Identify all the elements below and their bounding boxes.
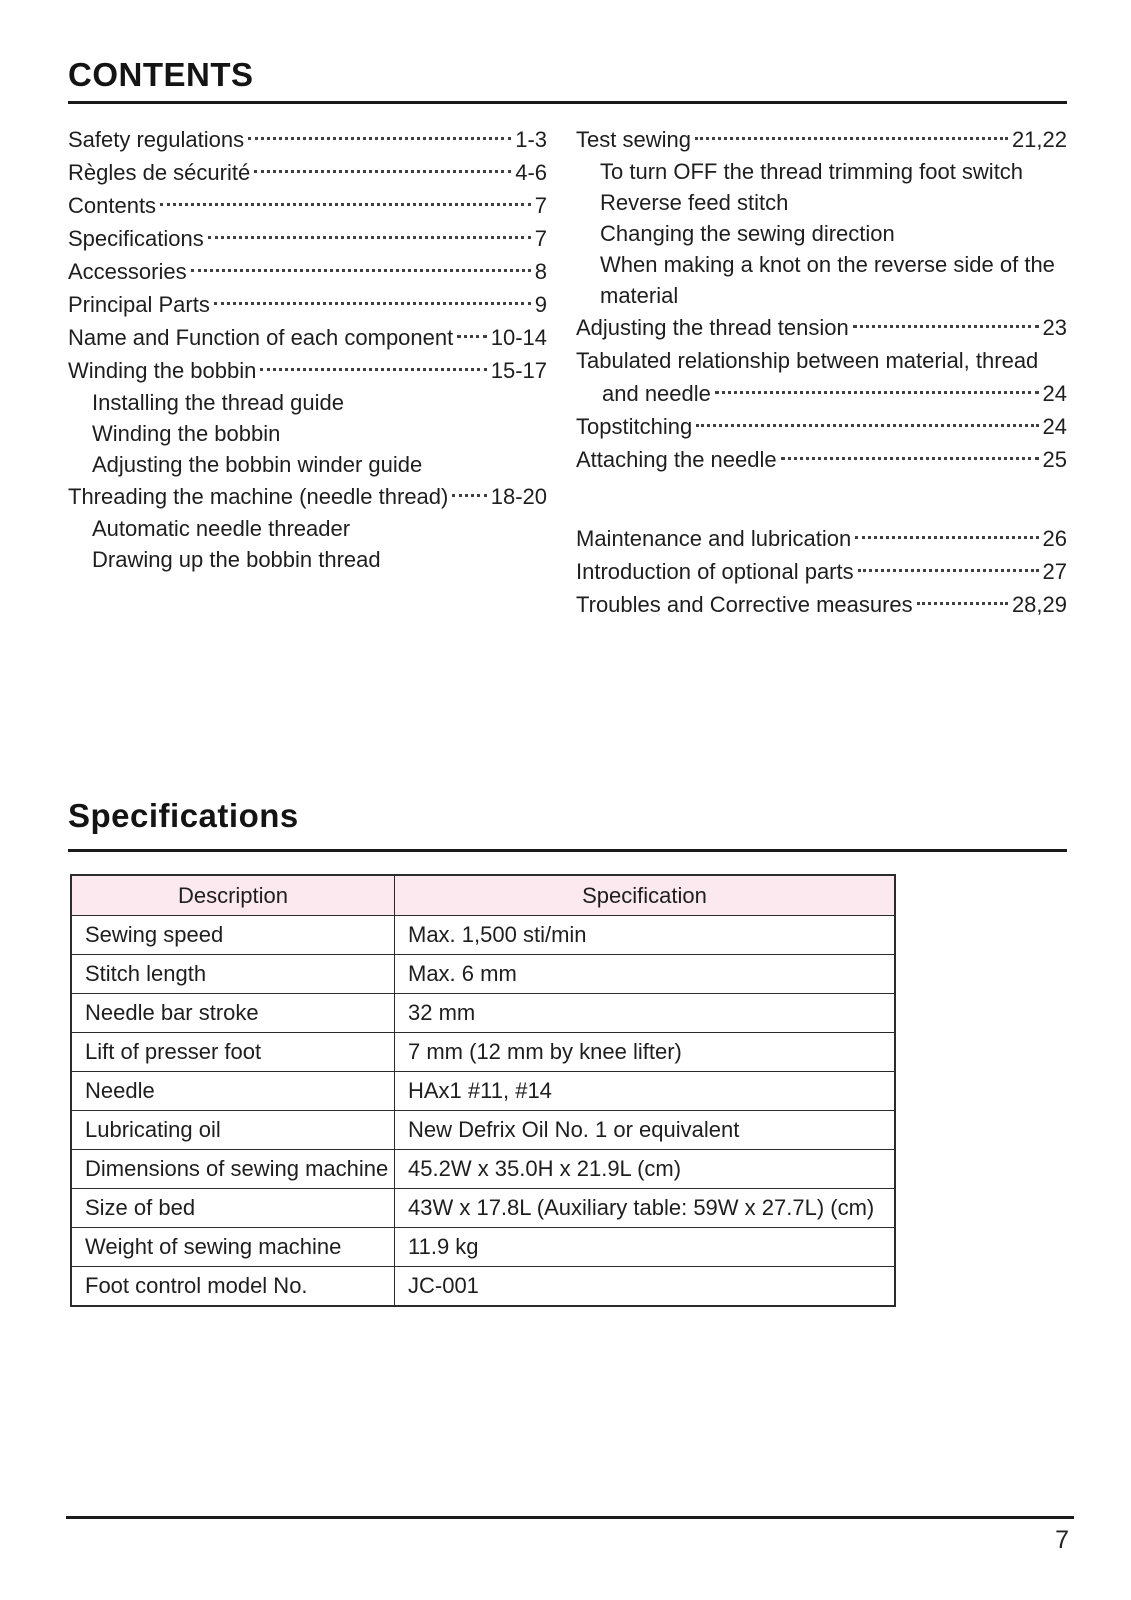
toc-item [576,249,1067,280]
toc-item-label: Installing the thread guide [92,390,344,415]
dot-leader [917,602,1008,605]
toc-page-number: 8 [534,259,547,284]
toc-item-label: material [600,283,679,308]
toc-item [68,222,547,255]
toc-item [576,280,1067,311]
toc-page-number: 24 [1042,414,1067,439]
specifications-table-container [70,874,896,1307]
dot-leader [853,325,1039,328]
dot-leader [248,137,511,140]
dot-leader [160,203,531,206]
toc-item-label: Attaching the needle [576,447,777,472]
table-row [71,1267,895,1307]
toc-item [68,255,547,288]
table-row [71,1033,895,1072]
toc-item [576,187,1067,218]
toc-item [576,344,1067,377]
table-row [71,1072,895,1111]
footer-rule [66,1516,1074,1519]
dot-leader [696,424,1038,427]
toc-item-label: Adjusting the bobbin winder guide [92,452,423,477]
toc-item [68,544,547,575]
description-cell: Needle [71,1072,395,1111]
table-header-row [71,875,895,916]
specification-cell: Max. 1,500 sti/min [395,916,896,955]
toc-item [576,311,1067,344]
table-row [71,955,895,994]
toc-item [68,156,547,189]
toc-item-label: Test sewing [576,127,691,152]
dot-leader [695,137,1008,140]
specifications-heading: Specifications [68,797,299,834]
description-cell: Lubricating oil [71,1111,395,1150]
specifications-heading-rule [68,849,1067,852]
toc-item [68,288,547,321]
toc-item-label: and needle [602,381,711,406]
toc-item [68,321,547,354]
toc-item-label: When making a knot on the reverse side of the [600,252,1055,277]
dot-leader [254,170,511,173]
toc-page-number: 4-6 [515,160,547,185]
toc-item-label: Specifications [68,226,204,251]
dot-leader [208,236,531,239]
dot-leader [858,569,1039,572]
toc-right-column [576,123,1067,621]
toc-item [576,555,1067,588]
toc-item-label: Accessories [68,259,187,284]
toc-item [576,443,1067,476]
toc-item-label: Reverse feed stitch [600,190,789,215]
toc-item-label: Winding the bobbin [92,421,281,446]
specification-cell: 7 mm (12 mm by knee lifter) [395,1033,896,1072]
toc-item-label: Safety regulations [68,127,245,152]
description-cell: Size of bed [71,1189,395,1228]
toc-item [576,156,1067,187]
description-cell: Sewing speed [71,916,395,955]
toc-page-number: 7 [534,193,547,218]
toc-item-label: Automatic needle threader [92,516,351,541]
dot-leader [214,302,531,305]
specification-cell: 45.2W x 35.0H x 21.9L (cm) [395,1150,896,1189]
toc-left-column [68,123,547,621]
toc-item-label: Troubles and Corrective measures [576,592,913,617]
specification-cell: 32 mm [395,994,896,1033]
dot-leader [715,391,1039,394]
toc-item [68,387,547,418]
toc-item-label: Drawing up the bobbin thread [92,547,381,572]
table-header-cell: Specification [395,875,896,916]
table-row [71,1228,895,1267]
description-cell: Weight of sewing machine [71,1228,395,1267]
toc-page-number: 15-17 [490,358,547,383]
toc-item-label: Topstitching [576,414,693,439]
toc-item-label: Principal Parts [68,292,210,317]
table-row [71,1189,895,1228]
table-row [71,916,895,955]
toc-item [68,480,547,513]
toc-item [68,418,547,449]
dot-leader [452,494,486,497]
toc-item-label: Adjusting the thread tension [576,315,849,340]
specification-cell: New Defrix Oil No. 1 or equivalent [395,1111,896,1150]
description-cell: Stitch length [71,955,395,994]
description-cell: Needle bar stroke [71,994,395,1033]
toc-item-label: Maintenance and lubrication [576,526,852,551]
toc-item [576,218,1067,249]
toc-page-number: 9 [534,292,547,317]
toc-page-number: 27 [1042,559,1067,584]
specifications-table [70,874,896,1307]
dot-leader [260,368,486,371]
dot-leader [457,335,486,338]
toc-item-label: Tabulated relationship between material, thread [576,348,1039,373]
toc-page-number: 24 [1042,381,1067,406]
page-number: 7 [1055,1526,1069,1554]
toc-item-label: Changing the sewing direction [600,221,895,246]
toc-item-label: Introduction of optional parts [576,559,854,584]
toc-item [576,377,1067,410]
contents-heading-rule [68,101,1067,104]
toc-page-number: 18-20 [490,484,547,509]
toc-item [576,522,1067,555]
toc-page-number: 25 [1042,447,1067,472]
specification-cell: JC-001 [395,1267,896,1307]
specification-cell: Max. 6 mm [395,955,896,994]
dot-leader [781,457,1039,460]
toc-item-label: Contents [68,193,157,218]
toc-item-label: Threading the machine (needle thread) [68,484,449,509]
toc-item [68,449,547,480]
toc-page-number: 7 [534,226,547,251]
toc-item [576,410,1067,443]
toc-item-label: Name and Function of each component [68,325,454,350]
toc-item-label: Winding the bobbin [68,358,257,383]
toc-page-number: 1-3 [515,127,547,152]
toc-page-number: 26 [1042,526,1067,551]
description-cell: Lift of presser foot [71,1033,395,1072]
toc-item [68,354,547,387]
toc-item [576,123,1067,156]
specification-cell: HAx1 #11, #14 [395,1072,896,1111]
table-row [71,1150,895,1189]
specification-cell: 11.9 kg [395,1228,896,1267]
toc-item [68,123,547,156]
contents-heading: CONTENTS [68,56,254,93]
toc-item-label: Règles de sécurité [68,160,251,185]
toc-page-number: 21,22 [1011,127,1067,152]
specification-cell: 43W x 17.8L (Auxiliary table: 59W x 27.7L) (cm) [395,1189,896,1228]
toc-item-label: To turn OFF the thread trimming foot switch [600,159,1024,184]
dot-leader [191,269,531,272]
toc-page-number: 28,29 [1011,592,1067,617]
toc-item [576,588,1067,621]
description-cell: Dimensions of sewing machine [71,1150,395,1189]
table-row [71,994,895,1033]
dot-leader [855,536,1038,539]
description-cell: Foot control model No. [71,1267,395,1307]
toc-page-number: 23 [1042,315,1067,340]
toc-item [68,513,547,544]
toc-page-number: 10-14 [490,325,547,350]
toc-spacer [576,476,1067,522]
table-header-cell: Description [71,875,395,916]
table-row [71,1111,895,1150]
toc-item [68,189,547,222]
table-of-contents [68,123,1067,621]
